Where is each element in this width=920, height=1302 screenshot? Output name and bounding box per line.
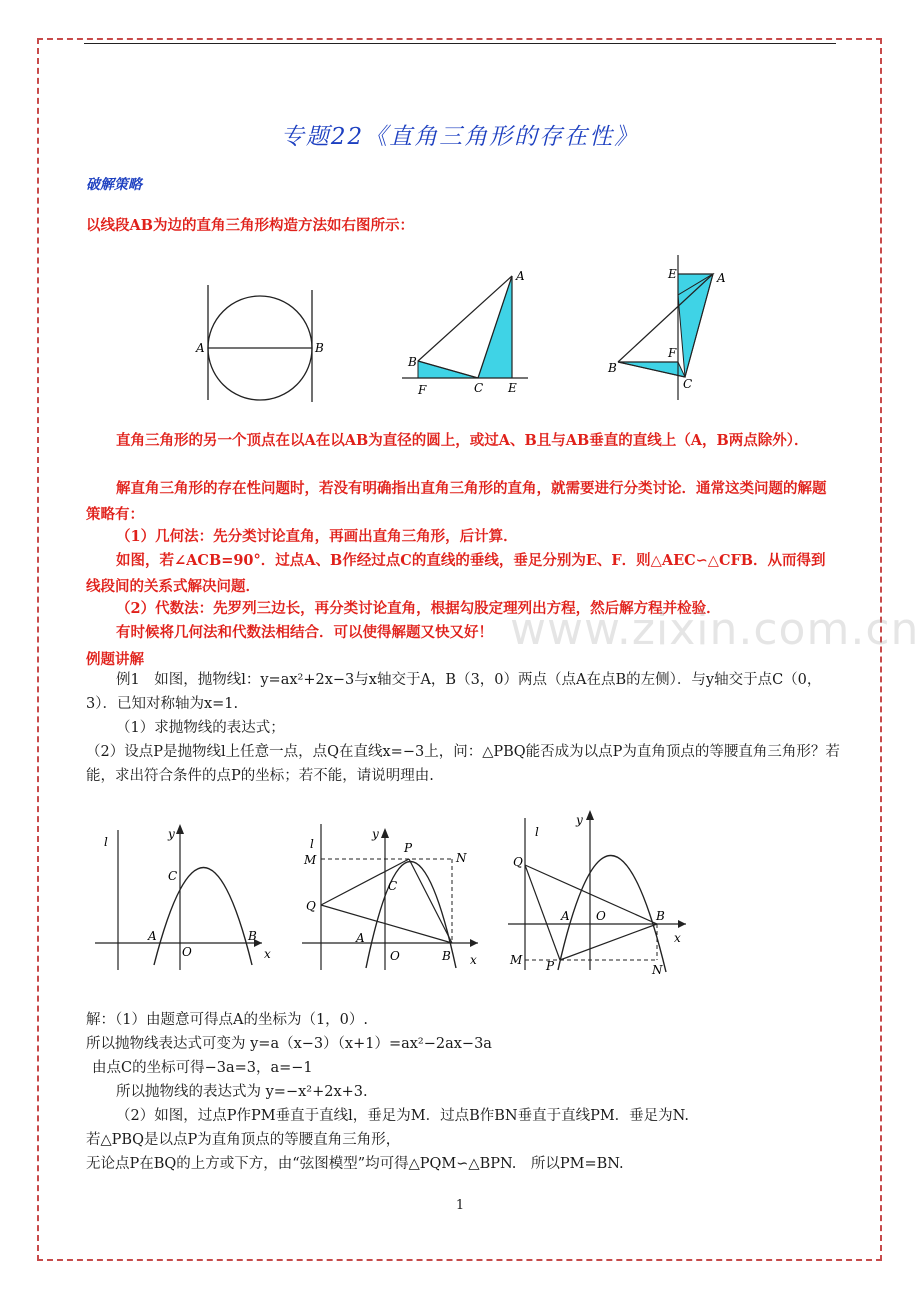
solution-line-1: 解：（1）由题意可得点A的坐标为（1，0）. xyxy=(86,1012,369,1028)
label-E: E xyxy=(508,381,517,395)
label-F: F xyxy=(418,383,427,397)
label-E: E xyxy=(668,267,677,281)
label-M: M xyxy=(510,953,523,967)
solution-line-7: 无论点P在BQ的上方或下方，由“弦图模型”均可得△PQM∽△BPN. 所以PM=BN. xyxy=(86,1156,624,1172)
label-O: O xyxy=(390,949,400,963)
label-F: F xyxy=(668,346,677,360)
label-Q: Q xyxy=(513,855,523,869)
label-B: B xyxy=(442,949,451,963)
parabola-figures xyxy=(90,810,700,980)
paragraph-2: 解直角三角形的存在性问题时，若没有明确指出直角三角形的直角，就需要进行分类讨论．通常这类问题的解题策略有： xyxy=(86,480,827,523)
solution-line-5: （2）如图，过点P作PM垂直于直线l，垂足为M．过点B作BN垂直于直线PM．垂足为N. xyxy=(116,1108,690,1124)
label-l: l xyxy=(535,825,539,839)
example-1-text: 例1 如图，抛物线l：y=ax²+2x−3与x轴交于A，B（3，0）两点（点A在点B的左侧）．与y轴交于点C（0，3）．已知对称轴为x=1. xyxy=(86,672,822,712)
label-A: A xyxy=(148,929,157,943)
page-title: 专题22《直角三角形的存在性》 xyxy=(280,124,640,150)
label-O: O xyxy=(596,909,606,923)
label-B: B xyxy=(315,341,324,355)
label-C: C xyxy=(168,869,178,883)
solution-line-6: 若△PBQ是以点P为直角顶点的等腰直角三角形， xyxy=(86,1132,401,1148)
label-B: B xyxy=(656,909,665,923)
solution-line-4: 所以抛物线的表达式为 y=−x²+2x+3. xyxy=(116,1084,368,1100)
header-rule xyxy=(84,43,836,44)
label-C: C xyxy=(683,377,693,391)
label-x: x xyxy=(674,931,681,945)
label-P: P xyxy=(404,841,413,855)
construction-figure xyxy=(180,250,740,410)
label-B: B xyxy=(248,929,257,943)
watermark: www.zixin.com.cn xyxy=(510,604,920,655)
paragraph-4: 如图，若∠ACB=90°．过点A、B作经过点C的直线的垂线，垂足分别为E、F．则△AEC∽△CFB．从而得到线段间的关系式解决问题． xyxy=(86,552,826,595)
label-N: N xyxy=(456,851,467,865)
circle-diagram xyxy=(195,285,324,402)
label-C: C xyxy=(388,879,398,893)
section-heading-examples: 例题讲解 xyxy=(86,651,144,668)
label-B: B xyxy=(408,355,417,369)
label-A: A xyxy=(717,271,726,285)
label-A: A xyxy=(196,341,205,355)
label-y: y xyxy=(168,827,175,841)
label-Q: Q xyxy=(306,899,316,913)
label-P: P xyxy=(546,959,555,973)
triangle-diagram-3 xyxy=(607,255,726,400)
section-heading-strategy: 破解策略 xyxy=(86,177,142,193)
graph-1 xyxy=(95,824,271,970)
label-x: x xyxy=(264,947,271,961)
graph-2 xyxy=(302,824,478,970)
label-A: A xyxy=(356,931,365,945)
label-N: N xyxy=(652,963,663,977)
label-x: x xyxy=(470,953,477,967)
graph-3 xyxy=(508,810,686,977)
solution-line-3: 由点C的坐标可得−3a=3，a=−1 xyxy=(92,1060,313,1076)
paragraph-1: 直角三角形的另一个顶点在以A在以AB为直径的圆上，或过A、B且与AB垂直的直线上（A，B两点除外）． xyxy=(116,432,809,449)
triangle-diagram-2 xyxy=(402,269,528,397)
label-C: C xyxy=(474,381,484,395)
label-A: A xyxy=(516,269,525,283)
label-l: l xyxy=(104,835,108,849)
paragraph-5: （2）代数法：先罗列三边长，再分类讨论直角，根据勾股定理列出方程，然后解方程并检验． xyxy=(116,600,721,617)
solution-line-2: 所以抛物线表达式可变为 y=a（x−3）（x+1）=ax²−2ax−3a xyxy=(86,1036,492,1052)
intro-text: 以线段AB为边的直角三角形构造方法如右图所示： xyxy=(86,217,415,234)
label-y: y xyxy=(372,827,379,841)
page-number: 1 xyxy=(455,1198,465,1213)
question-1: （1）求抛物线的表达式； xyxy=(116,720,285,736)
label-B: B xyxy=(608,361,617,375)
paragraph-6: 有时候将几何法和代数法相结合．可以使得解题又快又好！ xyxy=(116,624,493,641)
label-M: M xyxy=(304,853,317,867)
label-A: A xyxy=(561,909,570,923)
paragraph-3: （1）几何法：先分类讨论直角，再画出直角三角形，后计算． xyxy=(116,528,518,545)
label-y: y xyxy=(576,813,583,827)
label-l: l xyxy=(310,837,314,851)
question-2: （2）设点P是抛物线l上任意一点，点Q在直线x=−3上，问：△PBQ能否成为以点P为直角顶点的等腰直角三角形？若能，求出符合条件的点P的坐标；若不能，请说明理由. xyxy=(86,744,840,784)
label-O: O xyxy=(182,945,192,959)
